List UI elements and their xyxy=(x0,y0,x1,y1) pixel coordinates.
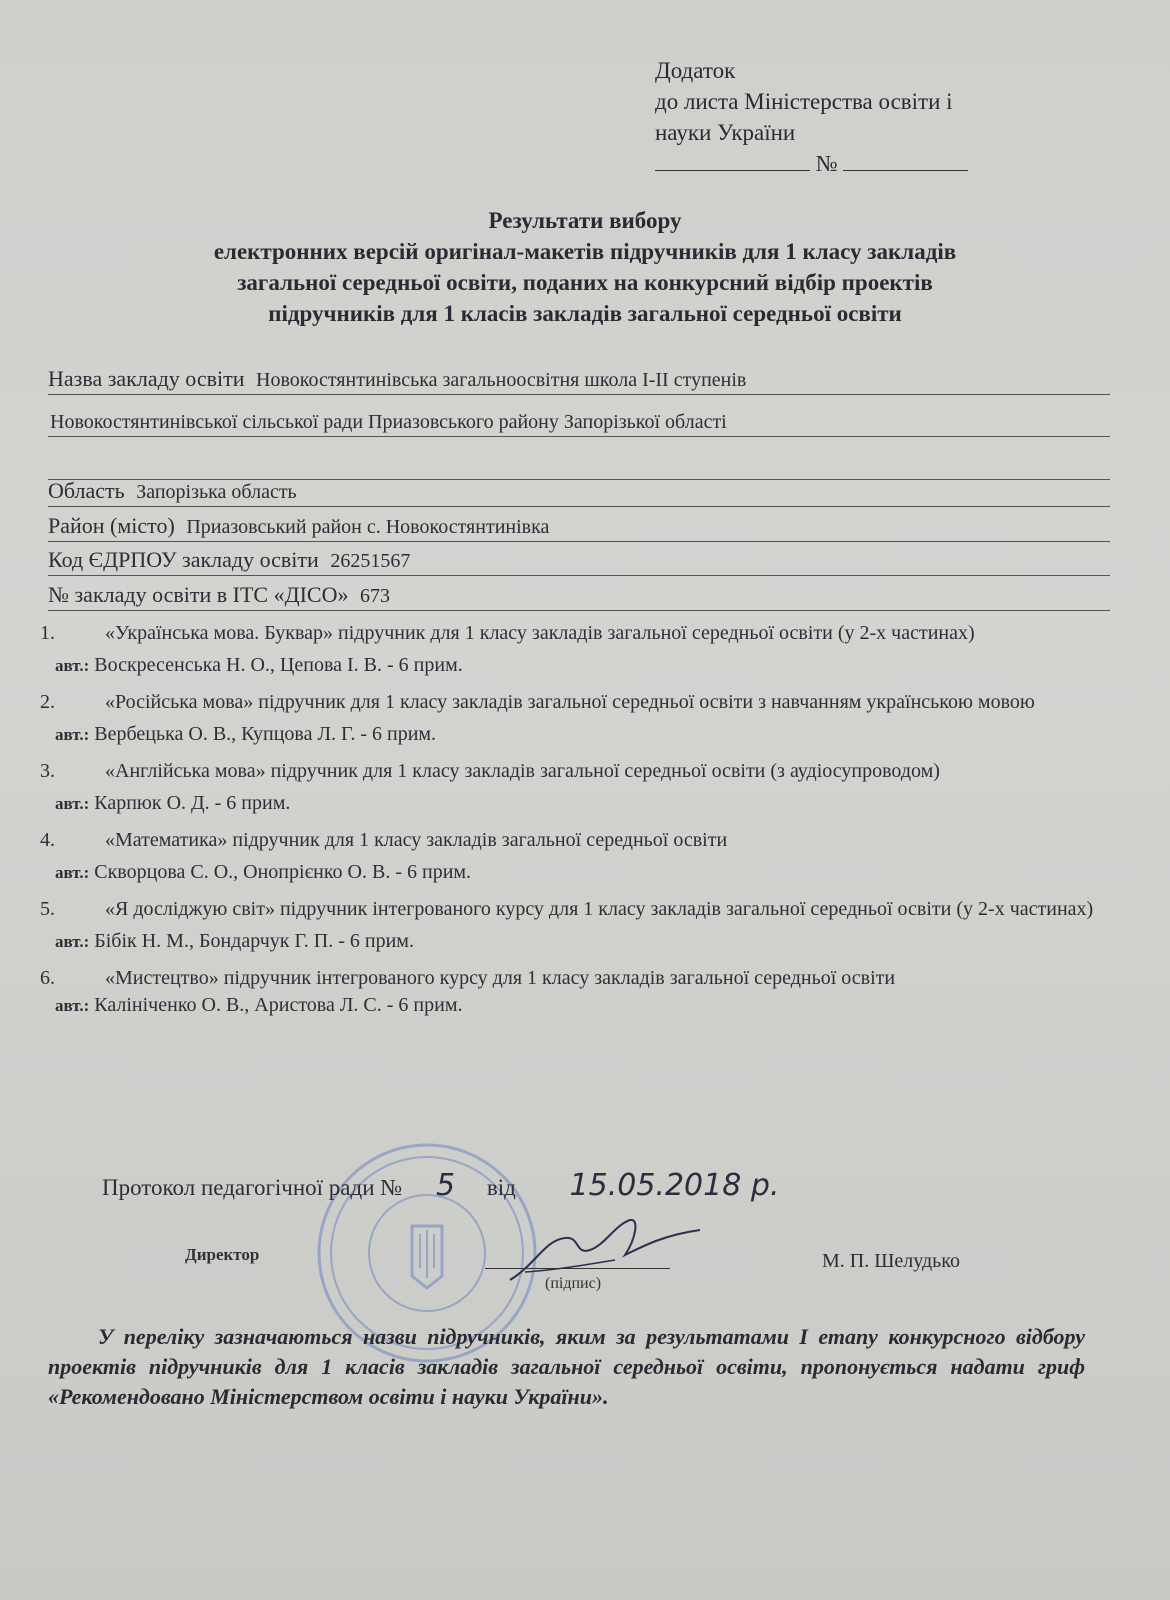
region-field xyxy=(48,478,1110,507)
authors-text: Карпюк О. Д. - 6 прим. xyxy=(94,792,291,814)
school-name-value: Новокостянтинівська загальноосвітня школа I-II ступенів xyxy=(256,369,747,391)
item-number: 3. xyxy=(40,760,55,782)
footnote: У переліку зазначаються назви підручників, яким за результатами І етапу конкурсного відбору проектів підручників для 1 класів закладів загальної середньої освіти, пропонується надати гриф «Рекомендовано Міністерством освіти і науки України». xyxy=(48,1324,1085,1409)
book-authors xyxy=(55,723,1100,746)
book-authors xyxy=(55,792,1100,815)
authors-text: Воскресенська Н. О., Цепова І. В. - 6 прим. xyxy=(94,654,463,676)
director-title: Директор xyxy=(185,1245,260,1264)
region-value: Запорізька область xyxy=(136,481,297,503)
protocol-line xyxy=(102,1168,779,1203)
list-item xyxy=(40,898,1100,953)
authors-label: авт.: xyxy=(55,794,90,813)
protocol-label: Протокол педагогічної ради № xyxy=(102,1175,403,1200)
book-title: «Англійська мова» підручник для 1 класу закладів загальної середньої освіти (з аудіосупроводом) xyxy=(105,760,940,782)
disco-label: № закладу освіти в ІТС «ДІСО» xyxy=(48,582,349,607)
title-line-3: загальної середньої освіти, поданих на конкурсний відбір проектів xyxy=(237,270,933,295)
book-authors xyxy=(55,861,1100,884)
date-blank xyxy=(655,150,810,171)
number-blank xyxy=(843,150,968,171)
list-item xyxy=(40,622,1100,677)
addendum-line-2: до листа Міністерства освіти і xyxy=(655,89,953,114)
signature-caption: (підпис) xyxy=(545,1275,602,1292)
item-number: 4. xyxy=(40,829,55,851)
authors-label: авт.: xyxy=(55,932,90,951)
list-item xyxy=(40,760,1100,815)
title-line-4: підручників для 1 класів закладів загальної середньої освіти xyxy=(268,301,902,326)
authors-text: Скворцова С. О., Онопрієнко О. В. - 6 прим. xyxy=(94,861,472,883)
item-number: 2. xyxy=(40,691,55,713)
school-name-field xyxy=(48,366,1110,395)
district-label: Район (місто) xyxy=(48,513,175,538)
director-name: М. П. Шелудько xyxy=(822,1250,960,1272)
list-item xyxy=(40,691,1100,746)
document-title xyxy=(60,205,1110,329)
signature-line xyxy=(485,1268,670,1269)
number-sign: № xyxy=(815,151,838,176)
list-item xyxy=(40,829,1100,884)
title-line-2: електронних версій оригінал-макетів підручників для 1 класу закладів xyxy=(213,239,957,264)
authors-label: авт.: xyxy=(55,863,90,882)
authors-text: Вербецька О. В., Купцова Л. Г. - 6 прим. xyxy=(94,723,437,745)
protocol-number: 5 xyxy=(435,1168,456,1203)
addendum-line-1: Додаток xyxy=(655,58,736,83)
district-field xyxy=(48,513,1110,542)
book-authors xyxy=(55,994,1100,1017)
authors-text: Бібік Н. М., Бондарчук Г. П. - 6 прим. xyxy=(94,930,414,952)
edrpou-label: Код ЄДРПОУ закладу освіти xyxy=(48,547,319,572)
list-item xyxy=(40,967,1100,1017)
region-label: Область xyxy=(48,478,125,503)
addendum-block xyxy=(655,55,968,179)
school-name-label: Назва закладу освіти xyxy=(48,366,245,391)
book-title: «Я досліджую світ» підручник інтегрованого курсу для 1 класу закладів загальної середньої освіти (у 2-х частинах) xyxy=(105,898,1094,920)
textbook-list xyxy=(40,622,1100,1031)
item-number: 5. xyxy=(40,898,55,920)
disco-value: 673 xyxy=(360,585,390,607)
book-title: «Мистецтво» підручник інтегрованого курсу для 1 класу закладів загальної середньої освіти xyxy=(105,967,896,989)
addendum-number-line xyxy=(655,148,968,179)
school-name-continuation xyxy=(48,408,1110,437)
edrpou-field xyxy=(48,547,1110,576)
authors-text: Калініченко О. В., Аристова Л. С. - 6 прим. xyxy=(94,994,463,1016)
authors-label: авт.: xyxy=(55,996,90,1015)
edrpou-value: 26251567 xyxy=(330,550,411,572)
handwritten-signature-icon xyxy=(505,1210,705,1290)
authors-label: авт.: xyxy=(55,725,90,744)
book-authors xyxy=(55,930,1100,953)
protocol-date: 15.05.2018 р. xyxy=(569,1168,780,1203)
disco-field xyxy=(48,582,1110,611)
title-line-1: Результати вибору xyxy=(488,208,682,233)
district-value: Приазовський район с. Новокостянтинівка xyxy=(186,516,550,538)
item-number: 6. xyxy=(40,967,55,989)
protocol-from-label: від xyxy=(486,1175,516,1200)
school-name-value-2: Новокостянтинівської сільської ради Приазовського району Запорізької області xyxy=(50,411,727,433)
authors-label: авт.: xyxy=(55,656,90,675)
book-title: «Українська мова. Буквар» підручник для 1 класу закладів загальної середньої освіти (у 2-х частинах) xyxy=(105,622,975,644)
book-title: «Математика» підручник для 1 класу закладів загальної середньої освіти xyxy=(105,829,728,851)
item-number: 1. xyxy=(40,622,55,644)
book-authors xyxy=(55,654,1100,677)
addendum-line-3: науки України xyxy=(655,120,796,145)
book-title: «Російська мова» підручник для 1 класу закладів загальної середньої освіти з навчанням українською мовою xyxy=(105,691,1035,713)
